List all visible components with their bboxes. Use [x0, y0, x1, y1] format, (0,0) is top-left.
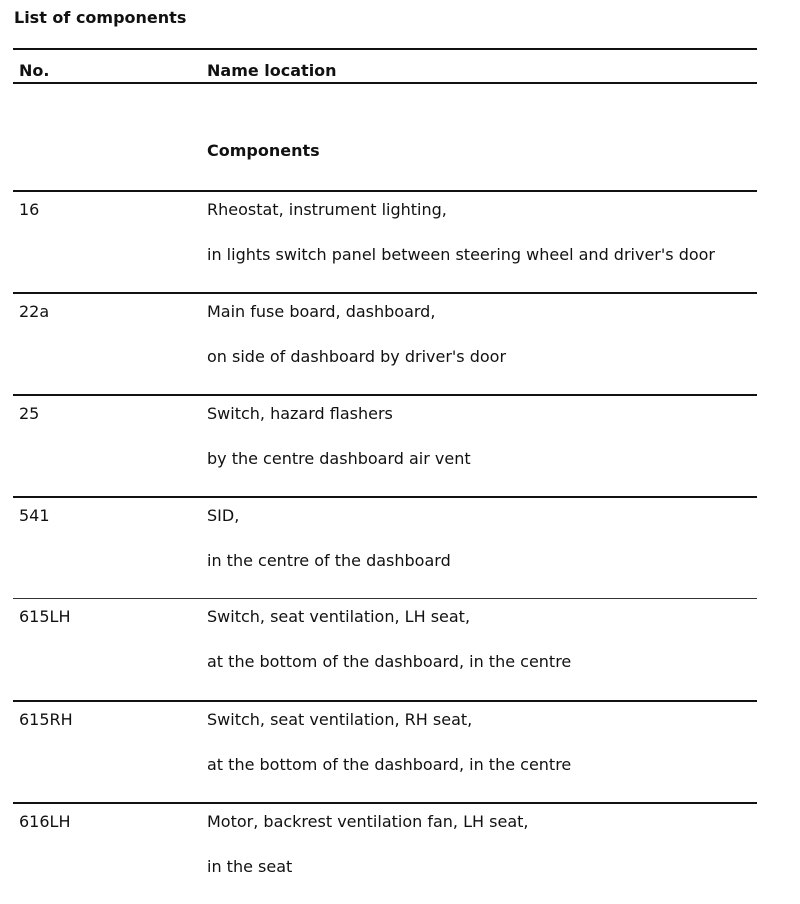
row-location: in the seat: [207, 857, 293, 876]
row-name: Rheostat, instrument lighting,: [207, 200, 447, 219]
row-number: 25: [19, 404, 40, 423]
table-row: [13, 394, 757, 496]
row-number: 616LH: [19, 812, 71, 831]
row-number: 22a: [19, 302, 50, 321]
row-location: on side of dashboard by driver's door: [207, 347, 507, 366]
table-row: [13, 190, 757, 292]
table-row: [13, 700, 757, 802]
page-title: List of components: [14, 8, 187, 27]
table-row: [13, 292, 757, 394]
row-name: Main fuse board, dashboard,: [207, 302, 436, 321]
row-number: 541: [19, 506, 50, 525]
section-label: Components: [207, 141, 320, 160]
table-row: [13, 598, 757, 700]
table-header: [13, 48, 757, 84]
row-name: Switch, seat ventilation, LH seat,: [207, 607, 471, 626]
row-number: 615LH: [19, 607, 71, 626]
row-location: by the centre dashboard air vent: [207, 449, 471, 468]
header-no: No.: [19, 61, 50, 80]
section-row: [13, 84, 757, 190]
row-name: Switch, hazard flashers: [207, 404, 393, 423]
components-table: [13, 48, 757, 904]
header-name-location: Name location: [207, 61, 337, 80]
table-row: [13, 802, 757, 904]
row-location: at the bottom of the dashboard, in the centre: [207, 755, 572, 774]
row-number: 16: [19, 200, 40, 219]
row-location: at the bottom of the dashboard, in the centre: [207, 652, 572, 671]
row-name: SID,: [207, 506, 240, 525]
row-name: Motor, backrest ventilation fan, LH seat,: [207, 812, 529, 831]
row-name: Switch, seat ventilation, RH seat,: [207, 710, 473, 729]
row-location: in lights switch panel between steering wheel and driver's door: [207, 245, 716, 264]
row-number: 615RH: [19, 710, 73, 729]
table-row: [13, 496, 757, 598]
row-location: in the centre of the dashboard: [207, 551, 451, 570]
